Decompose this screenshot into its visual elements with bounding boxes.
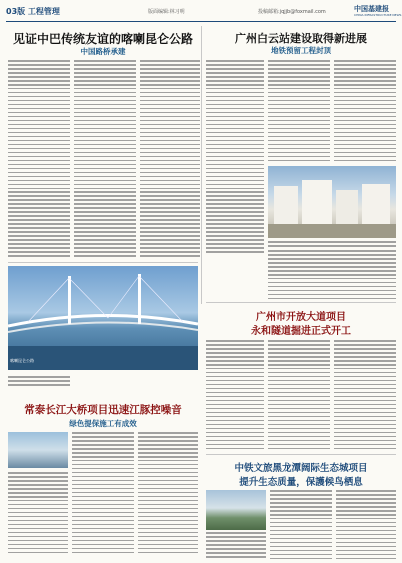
bridge-photo [8,266,198,370]
article5-col1-text [206,532,266,560]
article4-title-line2: 永和隧道掘进正式开工 [251,326,351,337]
article3-col2-text [72,432,134,556]
article2-col3-text [334,60,396,164]
article4-top-rule [206,302,396,303]
article1-cont-col1 [8,376,70,388]
masthead-logo: 中国基建报 [354,5,389,13]
article2-col1-text [206,60,264,255]
article5-col3-text [336,490,396,562]
article3-col3-text [138,432,198,556]
header-rule [6,21,396,22]
article1-col3-text [140,60,200,259]
article2-caption [268,241,396,249]
article5-col2-text [270,490,332,562]
article4-col2-text [268,340,330,452]
article3-top-rule [8,262,198,263]
article3-title: 常泰长江大桥项目迅速江豚控噪音 [24,404,182,416]
masthead-logo-sub: CHINA INFRASTRUCTURE NEWS [354,13,402,17]
article4-col1-text [206,340,264,452]
article3-photo [8,432,68,468]
article4-col3-text [334,340,396,452]
editor-line: 版面编辑:林习明 [148,9,185,15]
article1-col1-text [8,60,70,259]
article4-title: 广州市开放大道项目 [256,312,346,323]
bridge-caption: 喀喇昆仑公路 [10,358,34,363]
article1-subtitle: 中国路桥承建 [80,47,126,56]
article2-photo [268,166,396,238]
article5-top-rule [206,454,396,455]
article3-subtitle: 绿色提保施工有成效 [69,419,137,428]
article5-title-line2: 提升生态质量，保護候鸟栖息 [239,477,363,488]
article3-col1-text [8,472,68,556]
page-number: 03版 工程管理 [6,7,60,16]
article5-photo [206,490,266,530]
article1-title: 见证中巴传统友谊的喀喇昆仑公路 [12,32,193,46]
article2-col2-bottom [268,250,396,302]
email-line: 投稿邮箱:jqjjb@foxmail.com [258,9,326,15]
column-divider [201,26,202,304]
article2-subtitle: 地铁预留工程封顶 [271,46,331,55]
article2-col2-text [268,60,330,164]
page-header [0,0,402,22]
article5-title: 中铁文旅黑龙潭阔际生态城项目 [234,463,368,474]
article1-col2-text [74,60,136,259]
article2-title: 广州白云站建设取得新进展 [235,32,367,45]
